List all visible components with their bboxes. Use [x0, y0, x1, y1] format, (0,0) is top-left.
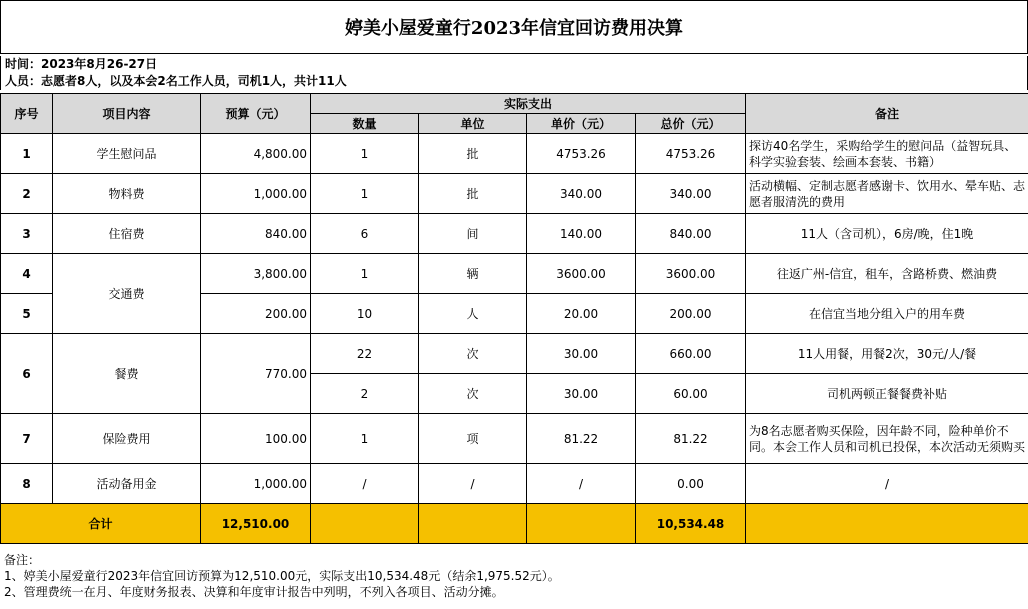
- cell-qty: 1: [311, 414, 419, 464]
- cell-total: 840.00: [636, 214, 746, 254]
- cell-seq: 7: [1, 414, 53, 464]
- cell-remark: 司机两顿正餐餐费补贴: [746, 374, 1028, 414]
- header-seq: 序号: [1, 94, 53, 134]
- meta-people: 人员：志愿者8人，以及本会2名工作人员，司机1人，共计11人: [0, 73, 1028, 90]
- cell-unit: 次: [419, 374, 527, 414]
- cell-item: 物料费: [53, 174, 201, 214]
- total-unit-empty: [419, 504, 527, 544]
- cell-total: 81.22: [636, 414, 746, 464]
- cell-total: 60.00: [636, 374, 746, 414]
- cell-price: 30.00: [527, 374, 636, 414]
- cell-seq: 3: [1, 214, 53, 254]
- cell-total: 0.00: [636, 464, 746, 504]
- cell-remark: 在信宜当地分组入户的用车费: [746, 294, 1028, 334]
- total-remark-empty: [746, 504, 1028, 544]
- header-actual: 实际支出: [311, 94, 746, 114]
- cell-item: 餐费: [53, 334, 201, 414]
- table-row: [1, 334, 1028, 374]
- cell-remark: 探访40名学生，采购给学生的慰问品（益智玩具、科学实验套装、绘画本套装、书籍）: [746, 134, 1028, 174]
- cell-unit: 批: [419, 174, 527, 214]
- header-remark: 备注: [746, 94, 1028, 134]
- header-budget: 预算（元）: [201, 94, 311, 134]
- cell-seq: 6: [1, 334, 53, 414]
- header-total: 总价（元）: [636, 114, 746, 134]
- cell-qty: 10: [311, 294, 419, 334]
- cell-total: 340.00: [636, 174, 746, 214]
- cell-unit: /: [419, 464, 527, 504]
- header-qty: 数量: [311, 114, 419, 134]
- table-row: [1, 214, 1028, 254]
- total-row: [1, 504, 1028, 544]
- total-label: 合计: [1, 504, 201, 544]
- footnotes: [4, 552, 560, 600]
- cell-seq: 5: [1, 294, 53, 334]
- cell-qty: 1: [311, 254, 419, 294]
- cell-price: 4753.26: [527, 134, 636, 174]
- cell-budget: 840.00: [201, 214, 311, 254]
- cell-remark: 11人（含司机），6房/晚，住1晚: [746, 214, 1028, 254]
- cell-budget: 1,000.00: [201, 174, 311, 214]
- cell-unit: 辆: [419, 254, 527, 294]
- cell-seq: 2: [1, 174, 53, 214]
- cell-seq: 8: [1, 464, 53, 504]
- cell-total: 4753.26: [636, 134, 746, 174]
- cell-total: 200.00: [636, 294, 746, 334]
- header-row-1: [1, 94, 1028, 114]
- budget-table: [0, 93, 1028, 544]
- cell-price: 30.00: [527, 334, 636, 374]
- total-price-empty: [527, 504, 636, 544]
- cell-remark: 活动横幅、定制志愿者感谢卡、饮用水、晕车贴、志愿者服清洗的费用: [746, 174, 1028, 214]
- cell-unit: 人: [419, 294, 527, 334]
- cell-total: 3600.00: [636, 254, 746, 294]
- cell-qty: 1: [311, 174, 419, 214]
- cell-unit: 批: [419, 134, 527, 174]
- cell-remark: /: [746, 464, 1028, 504]
- cell-budget: 100.00: [201, 414, 311, 464]
- notes-line-2: 2、管理费统一在月、年度财务报表、决算和年度审计报告中列明，不列入各项目、活动分摊。: [4, 585, 504, 599]
- total-budget: 12,510.00: [201, 504, 311, 544]
- cell-price: 140.00: [527, 214, 636, 254]
- cell-unit: 项: [419, 414, 527, 464]
- cell-item: 学生慰问品: [53, 134, 201, 174]
- cell-item: 交通费: [53, 254, 201, 334]
- cell-price: 3600.00: [527, 254, 636, 294]
- meta-time: 时间：2023年8月26-27日: [0, 56, 1028, 73]
- cell-unit: 次: [419, 334, 527, 374]
- notes-line-1: 1、婷美小屋爱童行2023年信宜回访预算为12,510.00元，实际支出10,534.48元（结余1,975.52元）。: [4, 569, 560, 583]
- cell-qty: 22: [311, 334, 419, 374]
- cell-remark: 11人用餐，用餐2次，30元/人/餐: [746, 334, 1028, 374]
- notes-heading: 备注：: [4, 553, 41, 567]
- cell-item: 活动备用金: [53, 464, 201, 504]
- cell-qty: 6: [311, 214, 419, 254]
- table-row: [1, 174, 1028, 214]
- cell-seq: 4: [1, 254, 53, 294]
- cell-unit: 间: [419, 214, 527, 254]
- total-qty-empty: [311, 504, 419, 544]
- cell-qty: /: [311, 464, 419, 504]
- cell-item: 保险费用: [53, 414, 201, 464]
- total-actual: 10,534.48: [636, 504, 746, 544]
- cell-price: 20.00: [527, 294, 636, 334]
- sheet-title: 婷美小屋爱童行2023年信宜回访费用决算: [0, 0, 1028, 54]
- cell-remark: 往返广州-信宜，租车，含路桥费、燃油费: [746, 254, 1028, 294]
- cell-remark: 为8名志愿者购买保险，因年龄不同，险种单价不同。本会工作人员和司机已投保，本次活动无须购买: [746, 414, 1028, 464]
- cell-budget: 3,800.00: [201, 254, 311, 294]
- header-unit: 单位: [419, 114, 527, 134]
- cell-item: 住宿费: [53, 214, 201, 254]
- header-price: 单价（元）: [527, 114, 636, 134]
- cell-budget: 1,000.00: [201, 464, 311, 504]
- cell-budget: 4,800.00: [201, 134, 311, 174]
- cell-price: 340.00: [527, 174, 636, 214]
- cell-qty: 1: [311, 134, 419, 174]
- cell-budget: 770.00: [201, 334, 311, 414]
- table-row: [1, 464, 1028, 504]
- header-item: 项目内容: [53, 94, 201, 134]
- table-row: [1, 254, 1028, 294]
- cell-qty: 2: [311, 374, 419, 414]
- cell-budget: 200.00: [201, 294, 311, 334]
- table-row: [1, 134, 1028, 174]
- table-row: [1, 414, 1028, 464]
- cell-total: 660.00: [636, 334, 746, 374]
- cell-price: /: [527, 464, 636, 504]
- cell-price: 81.22: [527, 414, 636, 464]
- cell-seq: 1: [1, 134, 53, 174]
